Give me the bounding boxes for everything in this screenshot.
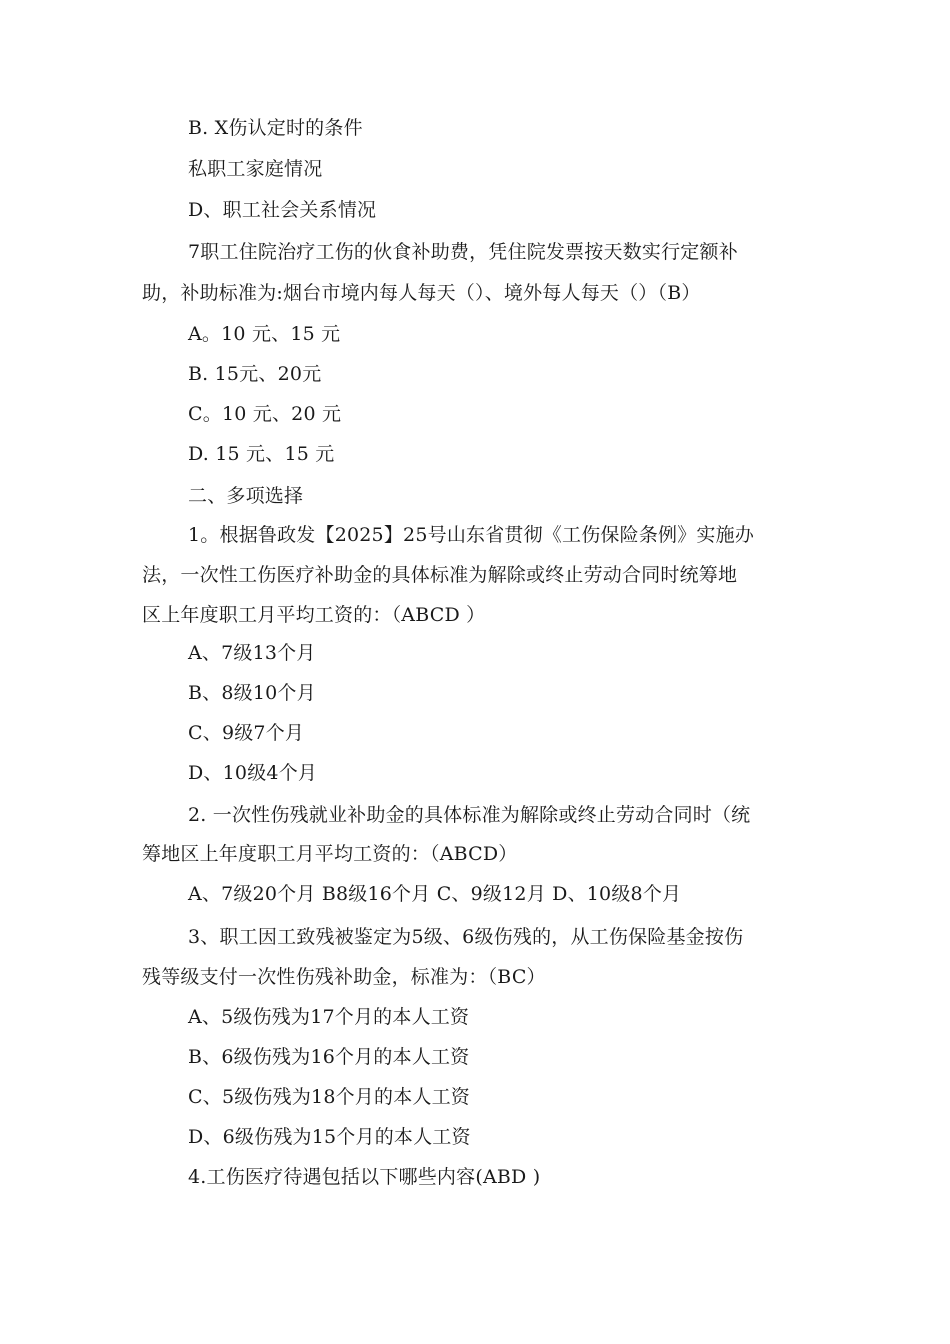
mq3-line-2: 残等级支付一次性伤残补助金，标准为：（BC） [142,966,546,988]
section-heading-multiple-choice: 二、多项选择 [188,485,304,507]
mq3-option-a: A、5级伤残为17个月的本人工资 [188,1006,470,1028]
mq1-option-d: D、10级4个月 [188,762,318,784]
option-d-social: D、职工社会关系情况 [188,199,377,221]
mq1-option-a: A、7级13个月 [188,642,316,664]
mq3-option-b: B、6级伤残为16个月的本人工资 [188,1046,470,1068]
mq2-options: A、7级20个月 B8级16个月 C、9级12月 D、10级8个月 [188,883,682,905]
option-c-family: 私职工家庭情况 [188,158,323,180]
option-b-injury-condition: B. X伤认定时的条件 [188,117,363,139]
mq1-line-2: 法，一次性工伤医疗补助金的具体标准为解除或终止劳动合同时统筹地 [142,564,738,586]
mq2-line-2: 筹地区上年度职工月平均工资的：（ABCD） [142,843,518,865]
q7-option-b: B. 15元、20元 [188,363,322,385]
mq3-line-1: 3、职工因工致残被鉴定为5级、6级伤残的，从工伤保险基金按伤 [188,926,744,948]
question-7-line-2: 助，补助标准为:烟台市境内每人每天（）、境外每人每天（）（B） [142,282,701,304]
mq4-line-1: 4.工伤医疗待遇包括以下哪些内容(ABD ) [188,1166,541,1188]
mq1-line-3: 区上年度职工月平均工资的：（ABCD ） [142,604,486,626]
mq1-option-b: B、8级10个月 [188,682,316,704]
mq1-line-1: 1。根据鲁政发【2025】25号山东省贯彻《工伤保险条例》实施办 [188,524,755,546]
q7-option-d: D. 15 元、15 元 [188,443,335,465]
mq2-line-1: 2. 一次性伤残就业补助金的具体标准为解除或终止劳动合同时（统 [188,804,751,826]
mq1-option-c: C、9级7个月 [188,722,305,744]
q7-option-a: A。10 元、15 元 [188,323,341,345]
mq3-option-d: D、6级伤残为15个月的本人工资 [188,1126,471,1148]
q7-option-c: C。10 元、20 元 [188,403,342,425]
mq3-option-c: C、5级伤残为18个月的本人工资 [188,1086,471,1108]
question-7-line-1: 7职工住院治疗工伤的伙食补助费，凭住院发票按天数实行定额补 [188,241,738,263]
